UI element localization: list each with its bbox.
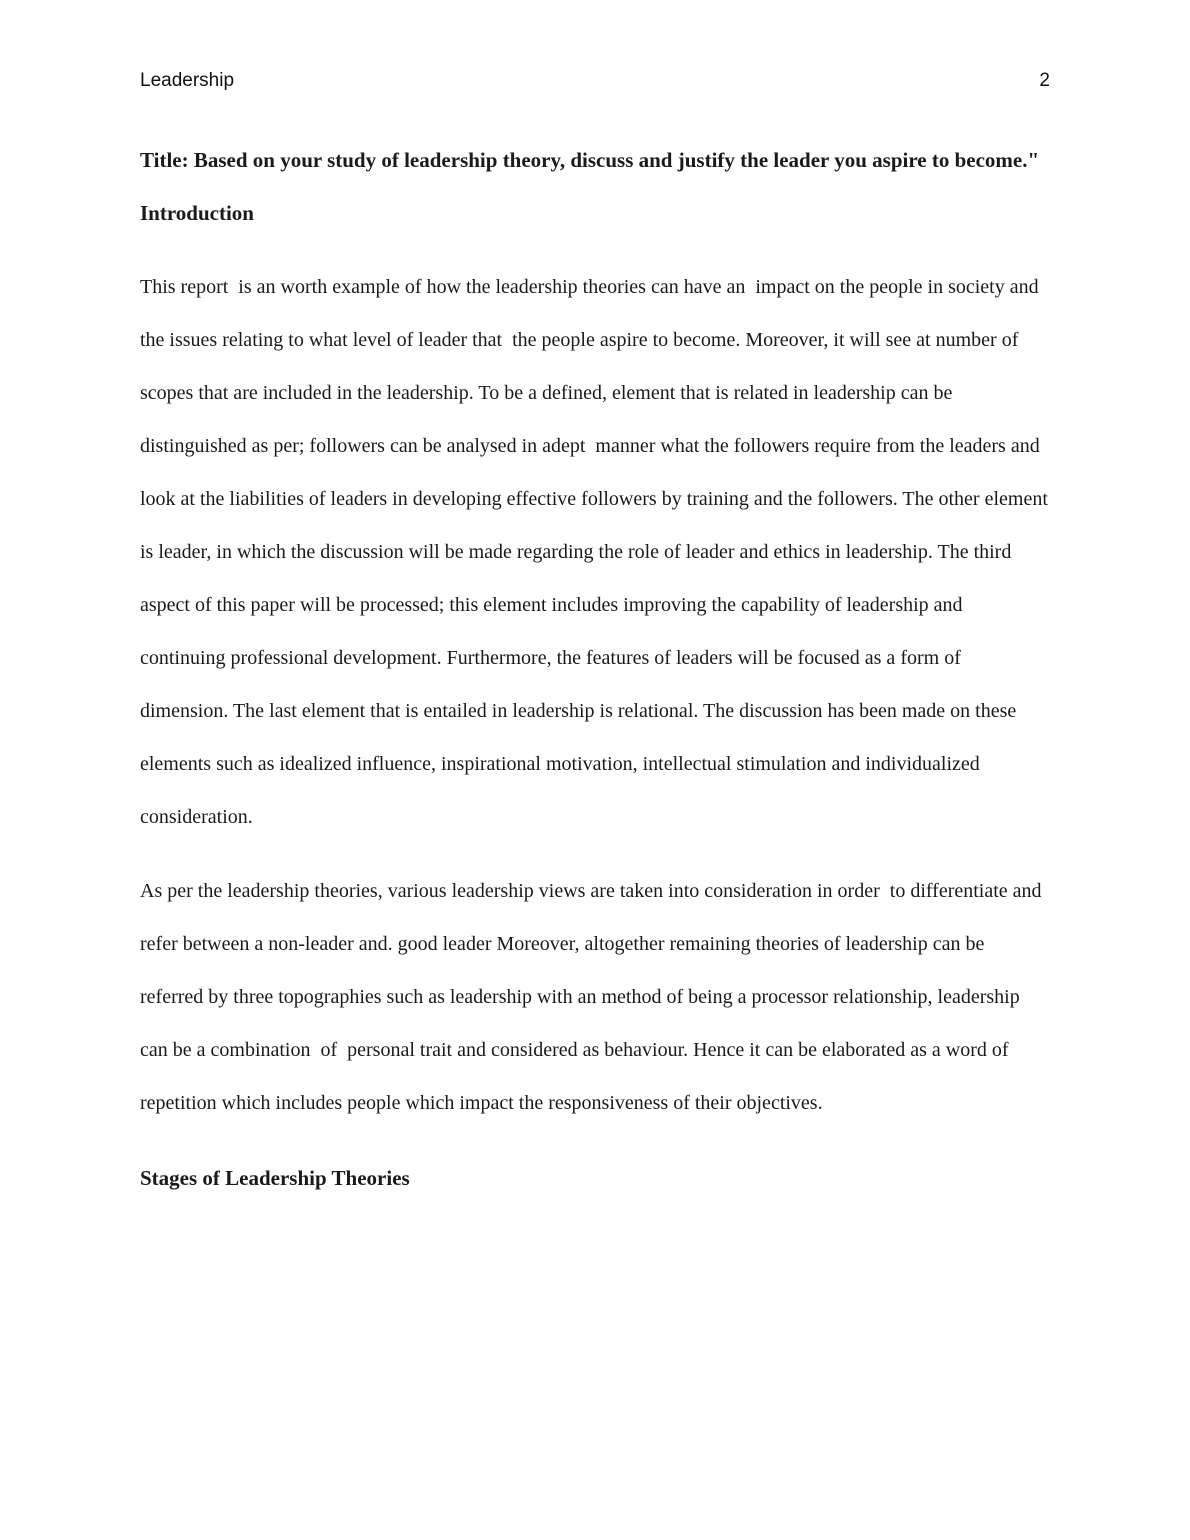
section-heading-introduction: Introduction	[140, 201, 254, 225]
page-header	[140, 70, 1050, 92]
paragraph-introduction-1: This report is an worth example of how the leadership theories can have an impact on the people in society and the issues relating to what level of leader that the people aspire to become. Moreover, it will see at number of scopes that are included in the leadership. To be a defined, element that is related in leadership can be distinguished as per; followers can be analysed in adept manner what the followers require from the leaders and look at the liabilities of leaders in developing effective followers by training and the followers. The other element is leader, in which the discussion will be made regarding the role of leader and ethics in leadership. The third aspect of this paper will be processed; this element includes improving the capability of leadership and continuing professional development. Furthermore, the features of leaders will be focused as a form of dimension. The last element that is entailed in leadership is relational. The discussion has been made on these elements such as idealized influence, inspirational motivation, intellectual stimulation and individualized consideration.	[140, 276, 1053, 828]
paragraph-introduction-2: As per the leadership theories, various leadership views are taken into consideration in order to differentiate and refer between a non-leader and. good leader Moreover, altogether remaining theories of leadership can be referred by three topographies such as leadership with an method of being a processor relationship, leadership can be a combination of personal trait and considered as behaviour. Hence it can be elaborated as a word of repetition which includes people which impact the responsiveness of their objectives.	[140, 880, 1047, 1114]
running-head: Leadership	[140, 70, 235, 91]
page-number: 2	[1039, 70, 1050, 91]
document-title: Title: Based on your study of leadership theory, discuss and justify the leader you aspire to become."	[140, 148, 1040, 172]
section-heading-stages-of-leadership-theories: Stages of Leadership Theories	[140, 1166, 410, 1190]
